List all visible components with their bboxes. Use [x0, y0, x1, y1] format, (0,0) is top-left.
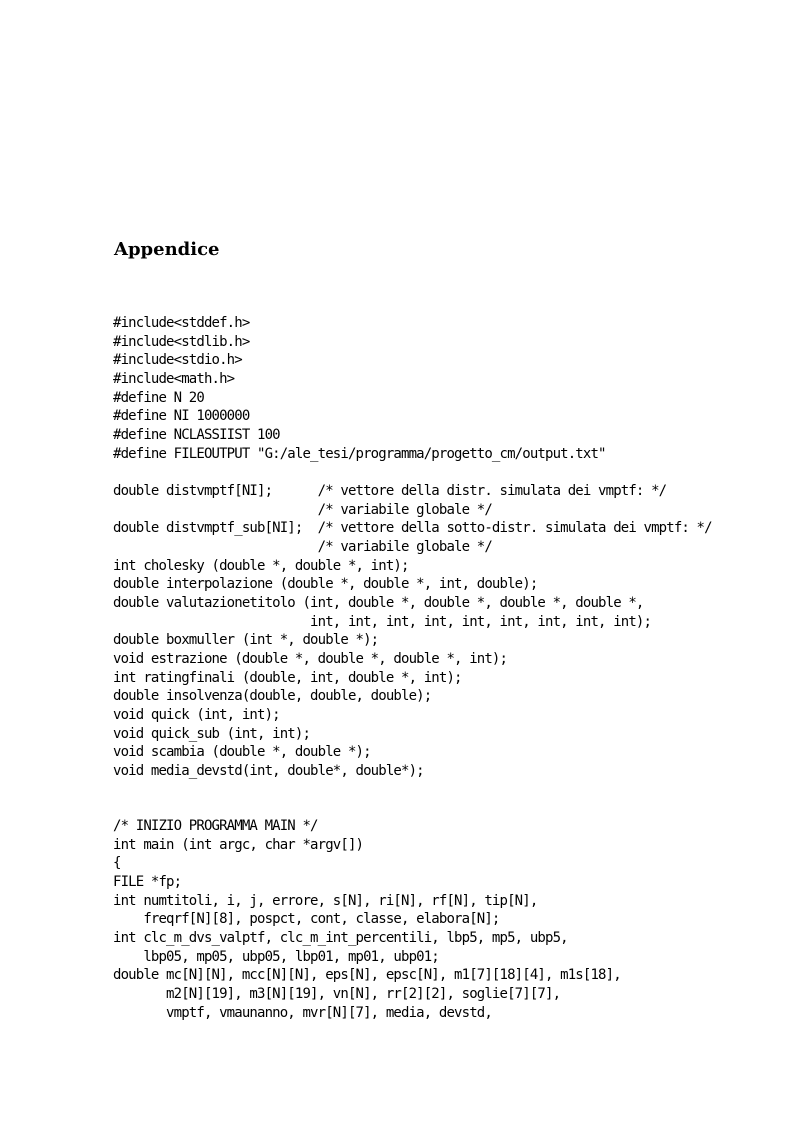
section-title: Appendice: [114, 239, 220, 260]
code-block-main: /* INIZIO PROGRAMMA MAIN */ int main (int argc, char *argv[]) { FILE *fp; int numtitoli, i, j, errore, s[N], ri[N], rf[N], tip[N], freqrf[N][8], pospct, cont, classe, elabora[N]; int clc_m_dvs_valptf, clc_m_int_percentili, lbp5, mp5, ubp5, lbp05, mp05, ubp05, lbp01, mp01, ubp01; double mc[N][N], mcc[N][N], eps[N], epsc[N], m1[7][18][4], m1s[18], m2[N][19], m3[N][19], vn[N], rr[2][2], soglie[7][7], vmptf, vmaunanno, mvr[N][7], media, devstd,: [113, 818, 621, 1021]
code-block-includes: #include<stddef.h> #include<stdlib.h> #include<stdio.h> #include<math.h> #define N 20 #define NI 1000000 #define NCLASSIIST 100 #define FILEOUTPUT "G:/ale_tesi/programma/progetto_cm/output.txt": [113, 315, 606, 462]
code-block-declarations: double distvmptf[NI]; /* vettore della distr. simulata dei vmptf: */ /* variabile globale */ double distvmptf_sub[NI]; /* vettore della sotto-distr. simulata dei vmptf: */ /* variabile globale */ int cholesky (double *, double *, int); double interpolazione (double *, double *, int, double); double valutazionetitolo (int, double *, double *, double *, double *, int, int, int, int, int, int, int, int, int); double boxmuller (int *, double *); void estrazione (double *, double *, double *, int); int ratingfinali (double, int, double *, int); double insolvenza(double, double, double); void quick (int, int); void quick_sub (int, int); void scambia (double *, double *); void media_devstd(int, double*, double*);: [113, 483, 712, 779]
